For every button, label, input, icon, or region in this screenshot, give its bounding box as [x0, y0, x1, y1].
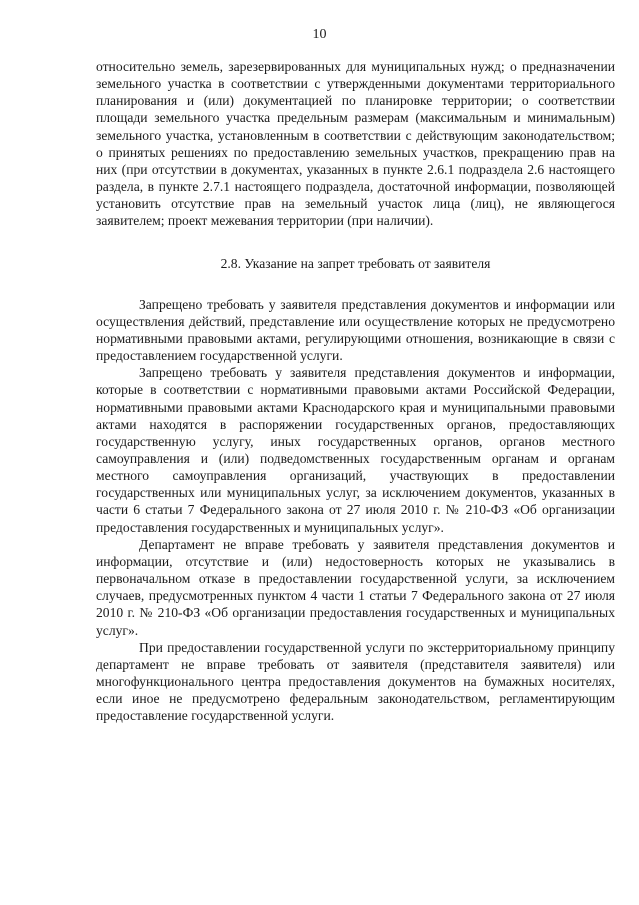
paragraph: Запрещено требовать у заявителя представления документов и информации, которые в соответствии с нормативными правовыми актами Российской Федерации, нормативными правовыми актами Краснодарского края и муниципальными правовыми актами находятся в распоряжении государственных органов, предоставляющих государственную услугу, иных государственных органов, органов местного самоуправления и (или) подведомственных государственным органам и органам местного самоуправления организаций, участвующих в предоставлении государственных или муниципальных услуг, за исключением документов, указанных в части 6 статьи 7 Федерального закона от 27 июля 2010 г. № 210-ФЗ «Об организации предоставления государственных и муниципальных услуг».	[96, 365, 615, 535]
paragraph: Департамент не вправе требовать у заявителя представления документов и информации, отсутствие и (или) недостоверность которых не указывались в первоначальном отказе в предоставлении государственной услуги, за исключением случаев, предусмотренных пунктом 4 части 1 статьи 7 Федерального закона от 27 июля 2010 г. № 210-ФЗ «Об организации предоставления государственных и муниципальных услуг».	[96, 536, 615, 638]
page-content	[96, 58, 615, 724]
section-heading: 2.8. Указание на запрет требовать от заявителя	[220, 255, 491, 271]
paragraph: Запрещено требовать у заявителя представления документов и информации или осуществления действий, представление или осуществление которых не предусмотрено нормативными правовыми актами, регулирующими отношения, возникающие в связи с предоставлением государственной услуги.	[96, 296, 615, 364]
paragraph-continued: относительно земель, зарезервированных для муниципальных нужд; о предназначении земельного участка в соответствии с утвержденными документами территориального планирования и (или) документацией по планировке территории; о соответствии площади земельного участка предельным размерам (максимальным и минимальным) земельного участка, установленным в соответствии с действующим законодательством; о принятых решениях по предоставлению земельных участков, прекращению прав на них (при отсутствии в документах, указанных в пункте 2.6.1 подраздела 2.6 настоящего раздела, в пункте 2.7.1 настоящего подраздела, достаточной информации, позволяющей установить отсутствие прав на земельный участок лица (лиц), не являющегося заявителем; проект межевания территории (при наличии).	[96, 59, 615, 229]
paragraph: При предоставлении государственной услуги по экстерриториальному принципу департамент не вправе требовать от заявителя (представителя заявителя) или многофункционального центра предоставления документов на бумажных носителях, если иное не предусмотрено федеральным законодательством, регламентирующим предоставление государственной услуги.	[96, 639, 615, 724]
page-number: 10	[312, 27, 327, 42]
